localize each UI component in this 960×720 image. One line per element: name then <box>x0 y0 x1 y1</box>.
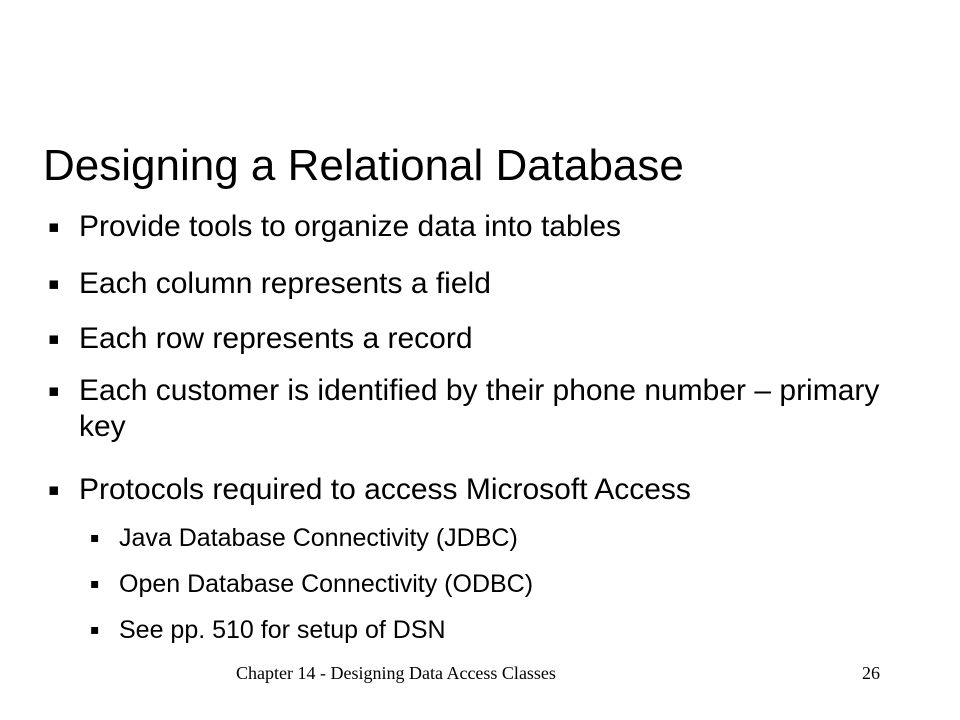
bullet-item <box>48 321 928 357</box>
bullet-item <box>48 373 928 445</box>
bullet-square-icon: ▪ <box>48 274 60 294</box>
bullet-square-icon: ▪ <box>48 381 60 401</box>
bullet-text: Each customer is identified by their phone number – primary key <box>79 374 880 443</box>
bullet-text: Each row represents a record <box>79 322 473 355</box>
footer-page-number: 26 <box>862 663 880 683</box>
sub-bullet-item <box>90 523 890 553</box>
sub-bullet-item <box>90 569 890 599</box>
bullet-square-icon: ▪ <box>48 217 60 237</box>
sub-bullet-square-icon: ▪ <box>90 576 100 592</box>
bullet-item <box>48 266 928 302</box>
bullet-item <box>48 209 928 245</box>
bullet-square-icon: ▪ <box>48 480 60 500</box>
sub-bullet-text: Open Database Connectivity (ODBC) <box>119 570 534 598</box>
slide-title: Designing a Relational Database <box>43 141 684 190</box>
footer-chapter-title: Chapter 14 - Designing Data Access Classes <box>236 663 556 683</box>
sub-bullet-text: Java Database Connectivity (JDBC) <box>119 524 518 552</box>
sub-bullet-text: See pp. 510 for setup of DSN <box>119 616 446 644</box>
sub-bullet-square-icon: ▪ <box>90 622 100 638</box>
bullet-square-icon: ▪ <box>48 329 60 349</box>
sub-bullet-square-icon: ▪ <box>90 530 100 546</box>
bullet-item <box>48 472 928 508</box>
bullet-text: Protocols required to access Microsoft Access <box>79 473 691 506</box>
bullet-text: Each column represents a field <box>79 267 491 300</box>
bullet-text: Provide tools to organize data into tables <box>79 210 622 243</box>
sub-bullet-item <box>90 615 890 645</box>
